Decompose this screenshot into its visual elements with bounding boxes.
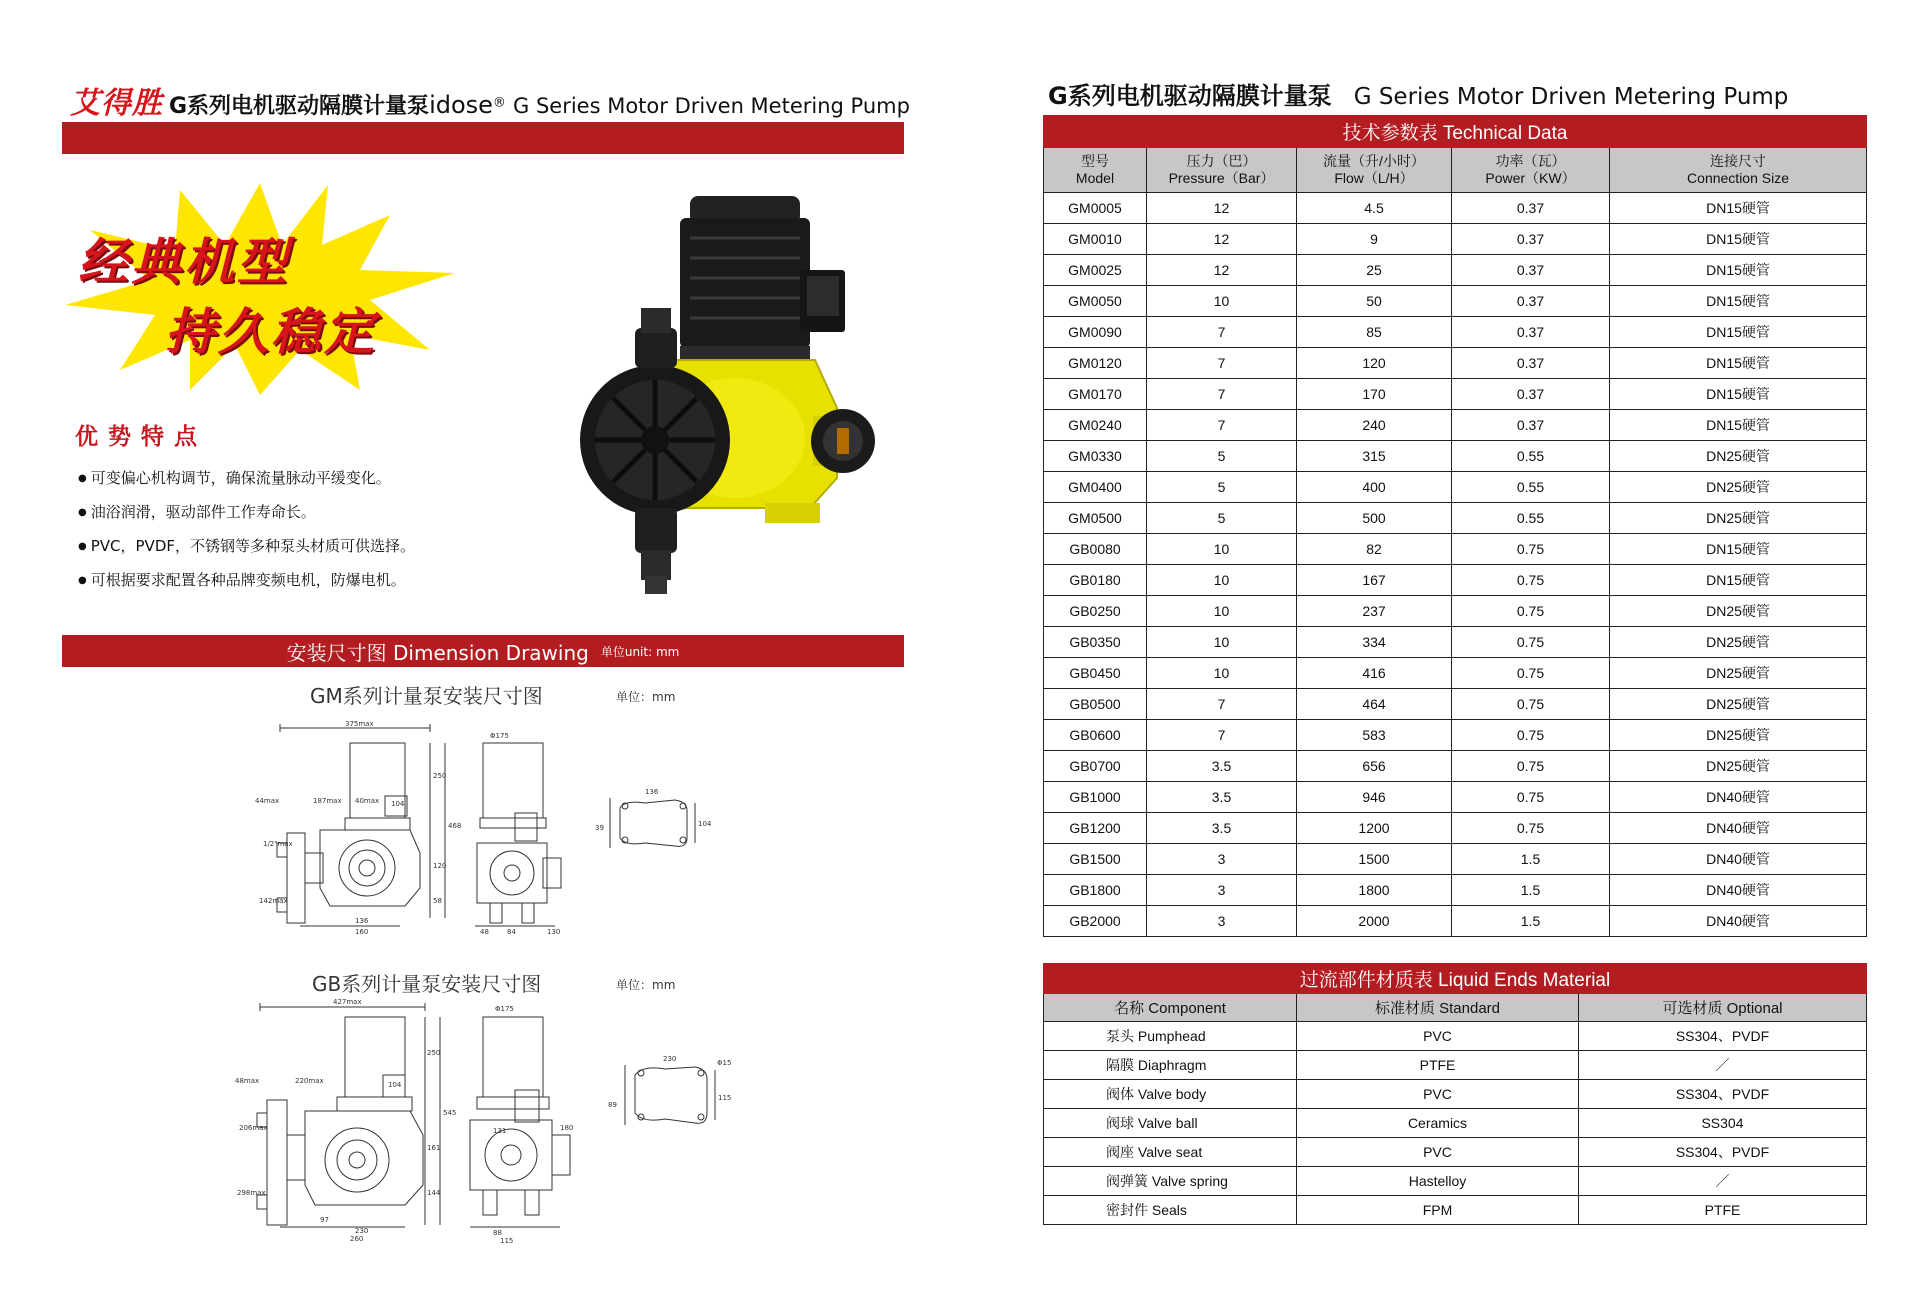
table-row <box>1044 441 1867 472</box>
dim-label: 220max <box>295 1077 324 1085</box>
table-cell: 10 <box>1147 565 1297 596</box>
table-cell: GM0025 <box>1044 255 1147 286</box>
dim-label: 142max <box>259 897 288 905</box>
table-cell: 12 <box>1147 224 1297 255</box>
table-cell: 12 <box>1147 255 1297 286</box>
dim-label: 40max <box>355 797 380 805</box>
dim-label: 120 <box>433 862 447 870</box>
advantage-item: ● 油浴润滑，驱动部件工作寿命长。 <box>78 501 316 522</box>
advantage-item: ● PVC，PVDF，不锈钢等多种泵头材质可供选择。 <box>78 535 415 556</box>
table-cell: 656 <box>1297 751 1452 782</box>
page-title <box>1048 76 1788 111</box>
table-row <box>1044 193 1867 224</box>
table-cell: 1200 <box>1297 813 1452 844</box>
table-cell: 237 <box>1297 596 1452 627</box>
table-cell: DN25硬管 <box>1610 658 1867 689</box>
table-row <box>1044 472 1867 503</box>
material-header-row <box>1044 994 1867 1022</box>
table-cell: 170 <box>1297 379 1452 410</box>
dim-label: 44max <box>255 797 280 805</box>
table-cell: Hastelloy <box>1297 1167 1579 1196</box>
table-cell: 1.5 <box>1452 875 1610 906</box>
column-header-connection: 连接尺寸 Connection Size <box>1610 148 1867 193</box>
dim-label: 144 <box>427 1189 441 1197</box>
dim-label: 1/2"max <box>263 840 293 848</box>
table-row <box>1044 720 1867 751</box>
table-cell: 0.37 <box>1452 348 1610 379</box>
table-cell: 7 <box>1147 720 1297 751</box>
table-cell: DN25硬管 <box>1610 441 1867 472</box>
table-cell: GB0700 <box>1044 751 1147 782</box>
table-cell: GM0240 <box>1044 410 1147 441</box>
dim-label: 88 <box>493 1229 502 1237</box>
table-cell: ／ <box>1579 1167 1867 1196</box>
table-row <box>1044 1138 1867 1167</box>
table-cell: PTFE <box>1579 1196 1867 1225</box>
table-cell: GM0170 <box>1044 379 1147 410</box>
table-cell: 5 <box>1147 441 1297 472</box>
table-cell: 密封件 Seals <box>1044 1196 1297 1225</box>
table-cell: 阀弹簧 Valve spring <box>1044 1167 1297 1196</box>
table-cell: 0.37 <box>1452 255 1610 286</box>
table-cell: 3.5 <box>1147 813 1297 844</box>
table-cell: 50 <box>1297 286 1452 317</box>
table-cell: GB1800 <box>1044 875 1147 906</box>
table-cell: 167 <box>1297 565 1452 596</box>
table-cell: 0.75 <box>1452 813 1610 844</box>
table-cell: PTFE <box>1297 1051 1579 1080</box>
table-row <box>1044 906 1867 937</box>
table-cell: 3.5 <box>1147 782 1297 813</box>
table-cell: DN40硬管 <box>1610 906 1867 937</box>
table-row <box>1044 379 1867 410</box>
table-cell: GM0050 <box>1044 286 1147 317</box>
dim-label: 298max <box>237 1189 266 1197</box>
table-cell: 0.37 <box>1452 193 1610 224</box>
table-cell: 500 <box>1297 503 1452 534</box>
gm-drawing-unit: 单位：mm <box>616 690 676 704</box>
table-cell: DN25硬管 <box>1610 596 1867 627</box>
dim-label: 206max <box>239 1124 268 1132</box>
table-cell: GB1500 <box>1044 844 1147 875</box>
dim-label: 468 <box>448 822 462 830</box>
table-cell: DN40硬管 <box>1610 813 1867 844</box>
table-row <box>1044 224 1867 255</box>
dim-label: 545 <box>443 1109 457 1117</box>
table-row <box>1044 348 1867 379</box>
dim-label: Φ175 <box>495 1005 514 1013</box>
table-cell: 1.5 <box>1452 844 1610 875</box>
table-cell: 0.75 <box>1452 689 1610 720</box>
pump-image <box>575 178 875 608</box>
table-cell: 10 <box>1147 596 1297 627</box>
table-cell: GM0500 <box>1044 503 1147 534</box>
table-cell: 9 <box>1297 224 1452 255</box>
table-cell: DN15硬管 <box>1610 286 1867 317</box>
column-header-standard: 标准材质 Standard <box>1297 994 1579 1022</box>
table-cell: 5 <box>1147 472 1297 503</box>
dim-label: 39 <box>595 824 604 832</box>
dimension-bar-title: 安装尺寸图 Dimension Drawing <box>286 640 589 665</box>
table-cell: 阀座 Valve seat <box>1044 1138 1297 1167</box>
table-cell: 3.5 <box>1147 751 1297 782</box>
table-row <box>1044 751 1867 782</box>
table-cell: 0.37 <box>1452 410 1610 441</box>
liquid-ends-title: 过流部件材质表 Liquid Ends Material <box>1044 964 1867 994</box>
table-cell: GB0500 <box>1044 689 1147 720</box>
table-row <box>1044 596 1867 627</box>
table-cell: DN15硬管 <box>1610 193 1867 224</box>
table-cell: GB1200 <box>1044 813 1147 844</box>
table-cell: 583 <box>1297 720 1452 751</box>
technical-data-header-row <box>1044 148 1867 193</box>
table-cell: DN25硬管 <box>1610 627 1867 658</box>
technical-data-body <box>1044 193 1867 937</box>
table-cell: 0.55 <box>1452 472 1610 503</box>
dim-label: 250 <box>427 1049 441 1057</box>
table-cell: 1500 <box>1297 844 1452 875</box>
table-cell: GM0400 <box>1044 472 1147 503</box>
table-cell: DN15硬管 <box>1610 317 1867 348</box>
table-cell: DN40硬管 <box>1610 875 1867 906</box>
table-cell: PVC <box>1297 1138 1579 1167</box>
table-cell: 1.5 <box>1452 906 1610 937</box>
table-cell: DN15硬管 <box>1610 255 1867 286</box>
dim-label: Φ175 <box>490 732 509 740</box>
table-cell: 0.37 <box>1452 379 1610 410</box>
gm-dimension-drawing <box>225 718 785 938</box>
table-cell: PVC <box>1297 1080 1579 1109</box>
dim-label: 250 <box>433 772 447 780</box>
brand-idose: idose <box>429 91 493 119</box>
brand-title-en: G Series Motor Driven Metering Pump <box>513 94 910 118</box>
dim-label: 187max <box>313 797 342 805</box>
table-cell: DN40硬管 <box>1610 844 1867 875</box>
table-cell: 4.5 <box>1297 193 1452 224</box>
dim-label: 58 <box>433 897 442 905</box>
table-cell: 0.75 <box>1452 534 1610 565</box>
table-cell: GB0180 <box>1044 565 1147 596</box>
column-header-power: 功率（瓦） Power（KW） <box>1452 148 1610 193</box>
dim-label: 180 <box>560 1124 574 1132</box>
table-row <box>1044 1080 1867 1109</box>
table-cell: 7 <box>1147 689 1297 720</box>
table-cell: GM0090 <box>1044 317 1147 348</box>
table-cell: SS304 <box>1579 1109 1867 1138</box>
table-row <box>1044 844 1867 875</box>
table-cell: DN25硬管 <box>1610 472 1867 503</box>
dim-label: 115 <box>718 1094 732 1102</box>
table-row <box>1044 1022 1867 1051</box>
table-cell: 85 <box>1297 317 1452 348</box>
table-row <box>1044 1109 1867 1138</box>
table-cell: 416 <box>1297 658 1452 689</box>
table-cell: 7 <box>1147 410 1297 441</box>
dimension-section-bar <box>62 635 904 667</box>
table-row <box>1044 534 1867 565</box>
table-cell: 10 <box>1147 627 1297 658</box>
column-header-pressure: 压力（巴） Pressure（Bar） <box>1147 148 1297 193</box>
liquid-ends-material-table <box>1043 963 1867 1225</box>
table-cell: GB0450 <box>1044 658 1147 689</box>
table-cell: DN15硬管 <box>1610 410 1867 441</box>
table-cell: 946 <box>1297 782 1452 813</box>
table-cell: 隔膜 Diaphragm <box>1044 1051 1297 1080</box>
table-cell: 334 <box>1297 627 1452 658</box>
table-row <box>1044 1167 1867 1196</box>
table-cell: Ceramics <box>1297 1109 1579 1138</box>
table-cell: GB0080 <box>1044 534 1147 565</box>
table-cell: 0.37 <box>1452 317 1610 348</box>
table-cell: ／ <box>1579 1051 1867 1080</box>
table-cell: 0.75 <box>1452 658 1610 689</box>
table-cell: 0.75 <box>1452 627 1610 658</box>
table-cell: 0.75 <box>1452 782 1610 813</box>
table-row <box>1044 658 1867 689</box>
gm-drawing-title: GM系列计量泵安装尺寸图 <box>310 684 543 708</box>
table-cell: 阀体 Valve body <box>1044 1080 1297 1109</box>
table-cell: 0.75 <box>1452 751 1610 782</box>
table-row <box>1044 813 1867 844</box>
material-data-body <box>1044 1022 1867 1225</box>
table-cell: 1800 <box>1297 875 1452 906</box>
dim-label: 136 <box>645 788 659 796</box>
advantage-item: ● 可根据要求配置各种品牌变频电机，防爆电机。 <box>78 569 406 590</box>
dim-label: 48max <box>235 1077 260 1085</box>
table-cell: DN25硬管 <box>1610 689 1867 720</box>
table-cell: 7 <box>1147 379 1297 410</box>
advantages-title: 优势特点 <box>75 424 207 450</box>
dim-label: 104 <box>388 1081 402 1089</box>
page-title-en: G Series Motor Driven Metering Pump <box>1353 84 1789 110</box>
table-cell: DN15硬管 <box>1610 534 1867 565</box>
table-cell: GB0250 <box>1044 596 1147 627</box>
table-row <box>1044 1196 1867 1225</box>
column-header-flow: 流量（升/小时） Flow（L/H） <box>1297 148 1452 193</box>
table-cell: 0.75 <box>1452 596 1610 627</box>
table-cell: 0.55 <box>1452 441 1610 472</box>
dim-label: 375max <box>345 720 374 728</box>
table-cell: 10 <box>1147 286 1297 317</box>
table-cell: GB0350 <box>1044 627 1147 658</box>
dim-label: 84 <box>507 928 516 936</box>
table-cell: GB1000 <box>1044 782 1147 813</box>
table-row <box>1044 627 1867 658</box>
table-cell: 82 <box>1297 534 1452 565</box>
technical-data-title: 技术参数表 Technical Data <box>1044 116 1867 148</box>
gb-drawing-unit: 单位：mm <box>616 978 676 992</box>
table-cell: GB2000 <box>1044 906 1147 937</box>
table-cell: 0.75 <box>1452 565 1610 596</box>
table-cell: 0.37 <box>1452 286 1610 317</box>
table-cell: 0.75 <box>1452 720 1610 751</box>
table-row <box>1044 782 1867 813</box>
table-cell: SS304、PVDF <box>1579 1138 1867 1167</box>
dim-label: 104 <box>391 800 405 808</box>
table-cell: DN40硬管 <box>1610 782 1867 813</box>
gb-drawing-title: GB系列计量泵安装尺寸图 <box>312 972 542 996</box>
slogan-line-1: 经典机型 <box>78 233 290 291</box>
table-row <box>1044 286 1867 317</box>
dim-label: 130 <box>547 928 561 936</box>
table-cell: 3 <box>1147 875 1297 906</box>
dim-label: 48 <box>480 928 489 936</box>
table-row <box>1044 410 1867 441</box>
dim-label: 104 <box>698 820 712 828</box>
table-cell: 0.55 <box>1452 503 1610 534</box>
column-header-optional: 可选材质 Optional <box>1579 994 1867 1022</box>
table-cell: GM0005 <box>1044 193 1147 224</box>
table-row <box>1044 255 1867 286</box>
slogan-line-2: 持久稳定 <box>165 303 377 361</box>
table-cell: 315 <box>1297 441 1452 472</box>
table-cell: 阀球 Valve ball <box>1044 1109 1297 1138</box>
header-red-bar <box>62 122 904 154</box>
table-cell: 25 <box>1297 255 1452 286</box>
table-cell: 120 <box>1297 348 1452 379</box>
dim-label: 230 <box>663 1055 677 1063</box>
table-row <box>1044 1051 1867 1080</box>
table-cell: DN15硬管 <box>1610 348 1867 379</box>
table-cell: 400 <box>1297 472 1452 503</box>
table-cell: 泵头 Pumphead <box>1044 1022 1297 1051</box>
table-row <box>1044 875 1867 906</box>
page-title-cn: G系列电机驱动隔膜计量泵 <box>1048 82 1332 110</box>
dim-label: 97 <box>320 1216 329 1224</box>
table-cell: SS304、PVDF <box>1579 1022 1867 1051</box>
dim-label: 136 <box>355 917 369 925</box>
dim-label: 260 <box>350 1235 364 1243</box>
registered-mark: ® <box>492 95 506 111</box>
gb-dimension-drawing <box>225 995 785 1245</box>
dim-label: 427max <box>333 998 362 1006</box>
table-cell: 12 <box>1147 193 1297 224</box>
dim-label: 89 <box>608 1101 617 1109</box>
table-cell: GM0330 <box>1044 441 1147 472</box>
dim-label: 230 <box>355 1227 369 1235</box>
table-cell: DN25硬管 <box>1610 503 1867 534</box>
table-row <box>1044 503 1867 534</box>
table-cell: 10 <box>1147 534 1297 565</box>
brand-logo: 艾得胜 <box>70 86 163 121</box>
table-cell: FPM <box>1297 1196 1579 1225</box>
advantage-item: ● 可变偏心机构调节，确保流量脉动平缓变化。 <box>78 467 391 488</box>
table-cell: GM0010 <box>1044 224 1147 255</box>
table-row <box>1044 317 1867 348</box>
table-cell: 7 <box>1147 348 1297 379</box>
dim-label: 131 <box>493 1127 507 1135</box>
table-cell: 464 <box>1297 689 1452 720</box>
table-cell: GM0120 <box>1044 348 1147 379</box>
table-row <box>1044 565 1867 596</box>
dimension-bar-unit: 单位unit: mm <box>600 644 680 659</box>
dim-label: 161 <box>427 1144 441 1152</box>
table-cell: 7 <box>1147 317 1297 348</box>
brand-title-cn: G系列电机驱动隔膜计量泵 <box>169 94 430 119</box>
table-cell: 240 <box>1297 410 1452 441</box>
table-cell: 3 <box>1147 906 1297 937</box>
table-cell: DN15硬管 <box>1610 224 1867 255</box>
dim-label: 115 <box>500 1237 514 1245</box>
table-cell: 10 <box>1147 658 1297 689</box>
table-cell: PVC <box>1297 1022 1579 1051</box>
table-cell: 5 <box>1147 503 1297 534</box>
brand-line <box>70 78 910 121</box>
table-cell: 0.37 <box>1452 224 1610 255</box>
technical-data-table <box>1043 115 1867 937</box>
table-cell: 2000 <box>1297 906 1452 937</box>
table-cell: DN15硬管 <box>1610 565 1867 596</box>
table-cell: 3 <box>1147 844 1297 875</box>
dim-label: 160 <box>355 928 369 936</box>
table-cell: DN25硬管 <box>1610 751 1867 782</box>
table-cell: DN25硬管 <box>1610 720 1867 751</box>
table-cell: DN15硬管 <box>1610 379 1867 410</box>
table-cell: SS304、PVDF <box>1579 1080 1867 1109</box>
column-header-model: 型号 Model <box>1044 148 1147 193</box>
table-cell: GB0600 <box>1044 720 1147 751</box>
dim-label: Φ15 <box>717 1059 732 1067</box>
column-header-component: 名称 Component <box>1044 994 1297 1022</box>
table-row <box>1044 689 1867 720</box>
